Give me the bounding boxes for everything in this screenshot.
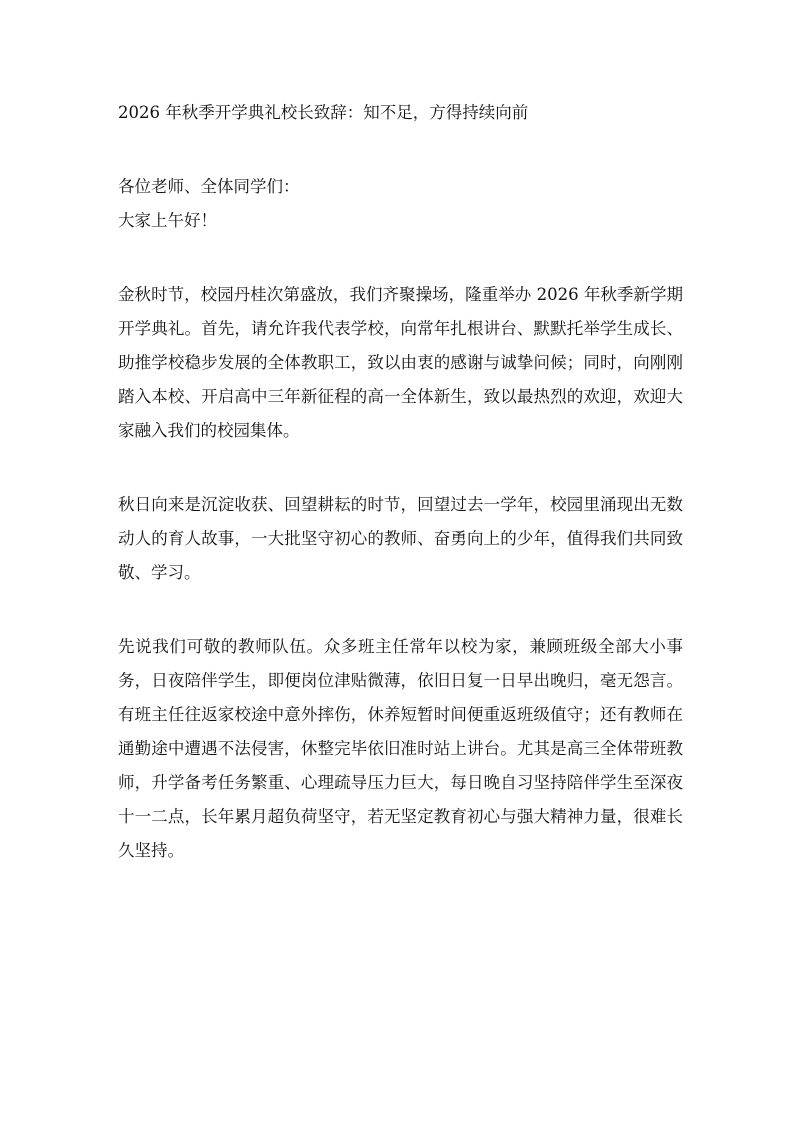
paragraph-1: 金秋时节，校园丹桂次第盛放，我们齐聚操场，隆重举办 2026 年秋季新学期开学典礼。首先，请允许我代表学校，向常年扎根讲台、默默托举学生成长、助推学校稳步发展的全体教职工，致以由衷的感谢与诚挚问候；同时，向刚刚踏入本校、开启高中三年新征程的高一全体新生，致以最热烈的欢迎，欢迎大家融入我们的校园集体。 (118, 285, 683, 440)
document-title: 2026 年秋季开学典礼校长致辞：知不足，方得持续向前 (118, 103, 529, 122)
paragraph-3: 先说我们可敬的教师队伍。众多班主任常年以校为家，兼顾班级全部大小事务，日夜陪伴学生，即便岗位津贴微薄，依旧日复一日早出晚归，毫无怨言。有班主任往返家校途中意外摔伤，休养短暂时间便重返班级值守；还有教师在通勤途中遭遇不法侵害，休整完毕依旧准时站上讲台。尤其是高三全体带班教师，升学备考任务繁重、心理疏导压力巨大，每日晚自习坚持陪伴学生至深夜十一二点，长年累月超负荷坚守，若无坚定教育初心与强大精神力量，很难长久坚持。 (118, 637, 683, 860)
salutation: 各位老师、全体同学们： (118, 177, 300, 196)
paragraph-2: 秋日向来是沉淀收获、回望耕耘的时节，回望过去一学年，校园里涌现出无数动人的育人故事，一大批坚守初心的教师、奋勇向上的少年，值得我们共同致敬、学习。 (118, 495, 683, 582)
greeting: 大家上午好！ (118, 211, 217, 230)
document-page (118, 96, 683, 908)
